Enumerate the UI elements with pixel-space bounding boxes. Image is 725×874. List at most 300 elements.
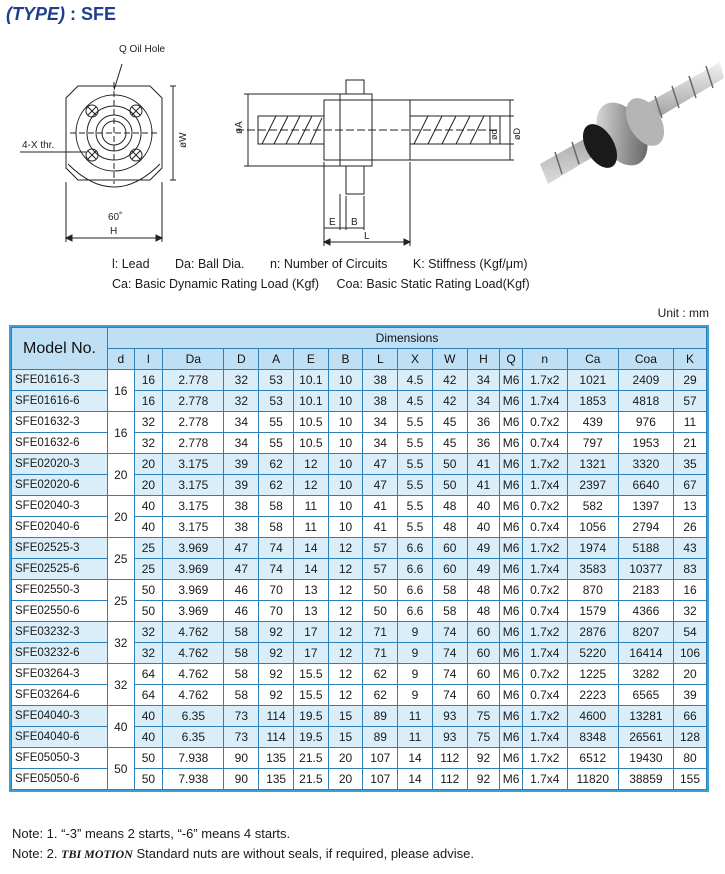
table-cell: 60 bbox=[432, 538, 467, 559]
table-cell: 25 bbox=[134, 559, 163, 580]
table-cell: 50 bbox=[134, 601, 163, 622]
column-header-row bbox=[12, 349, 707, 370]
table-cell: 48 bbox=[467, 580, 500, 601]
table-cell: M6 bbox=[500, 748, 522, 769]
table-cell: 0.7x2 bbox=[522, 496, 567, 517]
table-cell: 73 bbox=[224, 727, 259, 748]
table-cell: 38 bbox=[363, 370, 398, 391]
table-cell: 2.778 bbox=[163, 391, 224, 412]
table-cell: 50 bbox=[432, 475, 467, 496]
table-cell: 32 bbox=[134, 643, 163, 664]
table-cell: 32 bbox=[134, 412, 163, 433]
note-2 bbox=[12, 844, 474, 864]
table-cell: 90 bbox=[224, 748, 259, 769]
table-cell: 19.5 bbox=[293, 706, 328, 727]
table-cell: 34 bbox=[363, 412, 398, 433]
table-cell: 92 bbox=[259, 622, 294, 643]
table-row bbox=[12, 748, 707, 769]
table-cell: 70 bbox=[259, 580, 294, 601]
table-cell: 155 bbox=[673, 769, 706, 790]
model-cell: SFE01632-3 bbox=[12, 412, 108, 433]
a-label: øA bbox=[234, 121, 245, 134]
table-cell: 1.7x2 bbox=[522, 706, 567, 727]
table-cell: 2183 bbox=[618, 580, 673, 601]
table-cell: 20 bbox=[134, 475, 163, 496]
table-cell: 34 bbox=[467, 391, 500, 412]
table-cell: 36 bbox=[467, 412, 500, 433]
table-cell: 16 bbox=[673, 580, 706, 601]
note-2-prefix: Note: 2. bbox=[12, 846, 58, 861]
table-cell: 41 bbox=[467, 475, 500, 496]
legend-lead: l: Lead bbox=[112, 257, 150, 271]
table-cell: 1.7x4 bbox=[522, 769, 567, 790]
table-cell: 45 bbox=[432, 433, 467, 454]
table-cell: 32 bbox=[134, 622, 163, 643]
table-cell: 71 bbox=[363, 622, 398, 643]
table-row bbox=[12, 622, 707, 643]
table-cell: 10 bbox=[328, 433, 363, 454]
table-cell: 10 bbox=[328, 475, 363, 496]
model-cell: SFE02525-3 bbox=[12, 538, 108, 559]
table-cell: 40 bbox=[134, 727, 163, 748]
table-cell: 112 bbox=[432, 769, 467, 790]
table-cell: 114 bbox=[259, 706, 294, 727]
table-cell: M6 bbox=[500, 685, 522, 706]
table-cell: 20 bbox=[328, 769, 363, 790]
table-cell: 10 bbox=[328, 370, 363, 391]
table-cell: 2.778 bbox=[163, 412, 224, 433]
d-cell: 20 bbox=[108, 454, 135, 496]
table-row bbox=[12, 580, 707, 601]
table-cell: 58 bbox=[224, 643, 259, 664]
table-cell: M6 bbox=[500, 454, 522, 475]
table-cell: 71 bbox=[363, 643, 398, 664]
table-cell: 62 bbox=[259, 475, 294, 496]
table-cell: 20 bbox=[134, 454, 163, 475]
column-header-W: W bbox=[432, 349, 467, 370]
table-cell: 74 bbox=[432, 643, 467, 664]
table-cell: 7.938 bbox=[163, 769, 224, 790]
table-cell: 58 bbox=[432, 580, 467, 601]
table-cell: 12 bbox=[328, 559, 363, 580]
table-cell: 39 bbox=[673, 685, 706, 706]
model-cell: SFE04040-6 bbox=[12, 727, 108, 748]
table-cell: 10.5 bbox=[293, 412, 328, 433]
table-row bbox=[12, 496, 707, 517]
table-cell: 20 bbox=[328, 748, 363, 769]
table-cell: 83 bbox=[673, 559, 706, 580]
table-cell: M6 bbox=[500, 664, 522, 685]
table-cell: 60 bbox=[467, 622, 500, 643]
table-cell: 11 bbox=[293, 496, 328, 517]
table-cell: 2409 bbox=[618, 370, 673, 391]
table-cell: 34 bbox=[224, 412, 259, 433]
table-cell: 107 bbox=[363, 748, 398, 769]
table-cell: 3.969 bbox=[163, 601, 224, 622]
column-header-A: A bbox=[259, 349, 294, 370]
table-cell: 16 bbox=[134, 370, 163, 391]
table-cell: 45 bbox=[432, 412, 467, 433]
d-cell: 32 bbox=[108, 664, 135, 706]
table-cell: 57 bbox=[363, 538, 398, 559]
table-cell: 13 bbox=[293, 601, 328, 622]
column-header-L: L bbox=[363, 349, 398, 370]
table-cell: 3.175 bbox=[163, 496, 224, 517]
column-header-d: d bbox=[108, 349, 135, 370]
model-cell: SFE01616-6 bbox=[12, 391, 108, 412]
table-cell: 75 bbox=[467, 727, 500, 748]
table-cell: 13 bbox=[293, 580, 328, 601]
table-cell: 15.5 bbox=[293, 685, 328, 706]
table-cell: 1.7x4 bbox=[522, 559, 567, 580]
d-cell: 25 bbox=[108, 538, 135, 580]
note-2-suffix: Standard nuts are without seals, if required, please advise. bbox=[136, 846, 474, 861]
table-cell: 40 bbox=[134, 517, 163, 538]
table-row bbox=[12, 370, 707, 391]
d-cell: 20 bbox=[108, 496, 135, 538]
model-cell: SFE04040-3 bbox=[12, 706, 108, 727]
table-cell: 11820 bbox=[567, 769, 618, 790]
table-cell: 92 bbox=[259, 643, 294, 664]
legend-line-1 bbox=[112, 257, 550, 271]
column-header-E: E bbox=[293, 349, 328, 370]
model-cell: SFE03232-6 bbox=[12, 643, 108, 664]
table-cell: 106 bbox=[673, 643, 706, 664]
model-cell: SFE02020-6 bbox=[12, 475, 108, 496]
table-cell: 14 bbox=[398, 748, 433, 769]
w-label: øW bbox=[178, 132, 189, 148]
column-header-X: X bbox=[398, 349, 433, 370]
table-cell: 58 bbox=[259, 517, 294, 538]
table-cell: 40 bbox=[467, 496, 500, 517]
model-cell: SFE05050-6 bbox=[12, 769, 108, 790]
table-cell: 36 bbox=[467, 433, 500, 454]
table-cell: 6512 bbox=[567, 748, 618, 769]
table-cell: 60 bbox=[467, 643, 500, 664]
table-cell: 4.762 bbox=[163, 622, 224, 643]
table-cell: 10 bbox=[328, 517, 363, 538]
table-cell: 12 bbox=[328, 664, 363, 685]
table-cell: 58 bbox=[224, 664, 259, 685]
front-view-drawing bbox=[20, 64, 176, 242]
table-cell: 43 bbox=[673, 538, 706, 559]
table-cell: 50 bbox=[363, 601, 398, 622]
table-cell: M6 bbox=[500, 769, 522, 790]
table-cell: 48 bbox=[432, 496, 467, 517]
table-cell: 32 bbox=[224, 370, 259, 391]
table-cell: 3583 bbox=[567, 559, 618, 580]
table-cell: 34 bbox=[467, 370, 500, 391]
table-cell: 47 bbox=[224, 559, 259, 580]
table-cell: 38 bbox=[363, 391, 398, 412]
table-cell: 74 bbox=[259, 559, 294, 580]
table-cell: 10 bbox=[328, 454, 363, 475]
table-cell: 21.5 bbox=[293, 748, 328, 769]
table-cell: 6.6 bbox=[398, 601, 433, 622]
table-cell: 8348 bbox=[567, 727, 618, 748]
table-row bbox=[12, 706, 707, 727]
table-cell: M6 bbox=[500, 559, 522, 580]
table-cell: 1.7x2 bbox=[522, 622, 567, 643]
table-cell: 93 bbox=[432, 727, 467, 748]
column-header-Ca: Ca bbox=[567, 349, 618, 370]
page-title bbox=[6, 4, 116, 25]
table-cell: 135 bbox=[259, 769, 294, 790]
table-cell: 4.762 bbox=[163, 685, 224, 706]
table-cell: 29 bbox=[673, 370, 706, 391]
title-prefix: (TYPE) bbox=[6, 4, 66, 24]
table-cell: 46 bbox=[224, 601, 259, 622]
angle-label: 60˚ bbox=[108, 212, 123, 223]
column-header-B: B bbox=[328, 349, 363, 370]
table-cell: 57 bbox=[673, 391, 706, 412]
table-cell: 2223 bbox=[567, 685, 618, 706]
table-cell: 15 bbox=[328, 727, 363, 748]
table-cell: 1.7x4 bbox=[522, 643, 567, 664]
table-cell: 34 bbox=[224, 433, 259, 454]
table-cell: 58 bbox=[224, 685, 259, 706]
legend-coa: Coa: Basic Static Rating Load(Kgf) bbox=[336, 277, 530, 291]
table-cell: M6 bbox=[500, 433, 522, 454]
table-cell: 4366 bbox=[618, 601, 673, 622]
table-cell: 1.7x2 bbox=[522, 538, 567, 559]
table-cell: M6 bbox=[500, 643, 522, 664]
table-cell: 5.5 bbox=[398, 454, 433, 475]
d-cell: 16 bbox=[108, 370, 135, 412]
table-cell: 1321 bbox=[567, 454, 618, 475]
model-cell: SFE02040-6 bbox=[12, 517, 108, 538]
title-name: SFE bbox=[81, 4, 117, 24]
table-cell: 6640 bbox=[618, 475, 673, 496]
table-cell: 49 bbox=[467, 538, 500, 559]
table-cell: 1579 bbox=[567, 601, 618, 622]
table-row bbox=[12, 412, 707, 433]
table-cell: 0.7x4 bbox=[522, 685, 567, 706]
table-cell: 58 bbox=[259, 496, 294, 517]
table-cell: 50 bbox=[432, 454, 467, 475]
table-cell: 26 bbox=[673, 517, 706, 538]
table-cell: M6 bbox=[500, 601, 522, 622]
table-cell: 11 bbox=[673, 412, 706, 433]
table-cell: M6 bbox=[500, 727, 522, 748]
model-cell: SFE03232-3 bbox=[12, 622, 108, 643]
table-cell: 17 bbox=[293, 622, 328, 643]
table-cell: 14 bbox=[398, 769, 433, 790]
table-cell: 8207 bbox=[618, 622, 673, 643]
table-cell: 70 bbox=[259, 601, 294, 622]
table-cell: 12 bbox=[293, 475, 328, 496]
table-cell: 12 bbox=[328, 622, 363, 643]
model-cell: SFE02525-6 bbox=[12, 559, 108, 580]
table-cell: 41 bbox=[467, 454, 500, 475]
table-cell: 4.762 bbox=[163, 643, 224, 664]
table-cell: 92 bbox=[259, 685, 294, 706]
table-cell: 5220 bbox=[567, 643, 618, 664]
table-cell: 40 bbox=[467, 517, 500, 538]
table-cell: 92 bbox=[467, 748, 500, 769]
table-cell: 4818 bbox=[618, 391, 673, 412]
table-cell: 12 bbox=[293, 454, 328, 475]
specs-table bbox=[11, 327, 707, 790]
product-photo bbox=[540, 62, 724, 184]
table-cell: 92 bbox=[259, 664, 294, 685]
oil-hole-label: Q Oil Hole bbox=[119, 44, 166, 55]
legend-circuits: n: Number of Circuits bbox=[269, 257, 388, 271]
table-cell: 5.5 bbox=[398, 475, 433, 496]
table-cell: 11 bbox=[398, 706, 433, 727]
table-cell: 1.7x4 bbox=[522, 727, 567, 748]
table-cell: 47 bbox=[363, 454, 398, 475]
table-cell: 17 bbox=[293, 643, 328, 664]
table-cell: M6 bbox=[500, 538, 522, 559]
table-cell: 62 bbox=[363, 685, 398, 706]
table-cell: 25 bbox=[134, 538, 163, 559]
table-cell: 107 bbox=[363, 769, 398, 790]
table-cell: 870 bbox=[567, 580, 618, 601]
table-cell: 53 bbox=[259, 391, 294, 412]
table-cell: 64 bbox=[134, 685, 163, 706]
table-cell: 12 bbox=[328, 643, 363, 664]
model-cell: SFE01616-3 bbox=[12, 370, 108, 391]
table-cell: 26561 bbox=[618, 727, 673, 748]
table-cell: 58 bbox=[224, 622, 259, 643]
table-cell: 50 bbox=[363, 580, 398, 601]
table-cell: 64 bbox=[134, 664, 163, 685]
table-cell: 42 bbox=[432, 370, 467, 391]
h-label: H bbox=[110, 226, 118, 237]
table-cell: 19.5 bbox=[293, 727, 328, 748]
table-cell: 42 bbox=[432, 391, 467, 412]
column-header-D-upper: D bbox=[224, 349, 259, 370]
table-cell: 10 bbox=[328, 391, 363, 412]
table-cell: 60 bbox=[467, 664, 500, 685]
table-row bbox=[12, 664, 707, 685]
table-cell: 47 bbox=[363, 475, 398, 496]
table-cell: 55 bbox=[259, 412, 294, 433]
table-cell: 0.7x4 bbox=[522, 601, 567, 622]
legend-stiffness: K: Stiffness (Kgf/μm) bbox=[412, 257, 528, 271]
table-cell: 41 bbox=[363, 517, 398, 538]
table-cell: 12 bbox=[328, 538, 363, 559]
table-cell: 0.7x4 bbox=[522, 433, 567, 454]
table-cell: 582 bbox=[567, 496, 618, 517]
table-cell: 2794 bbox=[618, 517, 673, 538]
column-header-l: l bbox=[134, 349, 163, 370]
table-cell: 7.938 bbox=[163, 748, 224, 769]
unit-label: Unit : mm bbox=[657, 306, 709, 320]
table-cell: 9 bbox=[398, 643, 433, 664]
thread-label: 4-X thr. bbox=[22, 140, 55, 151]
table-cell: 1.7x2 bbox=[522, 748, 567, 769]
model-cell: SFE02550-6 bbox=[12, 601, 108, 622]
model-cell: SFE03264-3 bbox=[12, 664, 108, 685]
table-cell: 1.7x2 bbox=[522, 454, 567, 475]
column-header-n: n bbox=[522, 349, 567, 370]
table-cell: 10 bbox=[328, 496, 363, 517]
table-cell: 6.6 bbox=[398, 559, 433, 580]
table-cell: 80 bbox=[673, 748, 706, 769]
table-cell: 797 bbox=[567, 433, 618, 454]
table-cell: 62 bbox=[259, 454, 294, 475]
table-cell: 1974 bbox=[567, 538, 618, 559]
table-cell: 62 bbox=[363, 664, 398, 685]
table-cell: 90 bbox=[224, 769, 259, 790]
table-cell: M6 bbox=[500, 622, 522, 643]
table-cell: 15 bbox=[328, 706, 363, 727]
table-cell: 9 bbox=[398, 664, 433, 685]
table-cell: 1.7x4 bbox=[522, 475, 567, 496]
table-cell: 39 bbox=[224, 475, 259, 496]
table-cell: 2397 bbox=[567, 475, 618, 496]
technical-drawings bbox=[0, 34, 725, 262]
d-cell: 32 bbox=[108, 622, 135, 664]
table-cell: 19430 bbox=[618, 748, 673, 769]
title-colon: : bbox=[65, 4, 82, 24]
note-1: Note: 1. “-3” means 2 starts, “-6” means 4 starts. bbox=[12, 826, 291, 841]
table-cell: 0.7x2 bbox=[522, 580, 567, 601]
table-cell: 3282 bbox=[618, 664, 673, 685]
table-cell: 74 bbox=[432, 685, 467, 706]
side-view-drawing bbox=[236, 80, 514, 246]
table-cell: 4.762 bbox=[163, 664, 224, 685]
table-cell: 20 bbox=[673, 664, 706, 685]
d-cell: 40 bbox=[108, 706, 135, 748]
legend-ball-dia: Da: Ball Dia. bbox=[175, 257, 245, 271]
legend-line-2 bbox=[112, 277, 544, 291]
table-cell: 58 bbox=[432, 601, 467, 622]
table-cell: 89 bbox=[363, 706, 398, 727]
dimensions-header: Dimensions bbox=[108, 328, 707, 349]
table-cell: 2.778 bbox=[163, 370, 224, 391]
table-cell: 5.5 bbox=[398, 496, 433, 517]
table-cell: 55 bbox=[259, 433, 294, 454]
table-cell: 1.7x2 bbox=[522, 370, 567, 391]
table-cell: M6 bbox=[500, 475, 522, 496]
table-cell: 10.1 bbox=[293, 391, 328, 412]
notes bbox=[12, 824, 474, 864]
table-cell: 4.5 bbox=[398, 370, 433, 391]
table-cell: 74 bbox=[432, 664, 467, 685]
table-cell: 10.5 bbox=[293, 433, 328, 454]
table-cell: 39 bbox=[224, 454, 259, 475]
table-cell: 976 bbox=[618, 412, 673, 433]
table-cell: 12 bbox=[328, 601, 363, 622]
table-cell: 3.175 bbox=[163, 454, 224, 475]
model-cell: SFE02020-3 bbox=[12, 454, 108, 475]
table-cell: 10377 bbox=[618, 559, 673, 580]
column-header-H: H bbox=[467, 349, 500, 370]
table-cell: 112 bbox=[432, 748, 467, 769]
table-cell: 38 bbox=[224, 517, 259, 538]
table-cell: 50 bbox=[134, 769, 163, 790]
table-cell: 0.7x4 bbox=[522, 517, 567, 538]
table-row bbox=[12, 538, 707, 559]
table-cell: 12 bbox=[328, 685, 363, 706]
table-cell: 11 bbox=[293, 517, 328, 538]
b-label: B bbox=[351, 217, 358, 228]
model-header: Model No. bbox=[12, 328, 108, 370]
table-cell: 6.35 bbox=[163, 706, 224, 727]
table-cell: 9 bbox=[398, 622, 433, 643]
table-cell: 0.7x2 bbox=[522, 412, 567, 433]
table-cell: 40 bbox=[134, 706, 163, 727]
table-cell: 14 bbox=[293, 538, 328, 559]
table-cell: 60 bbox=[432, 559, 467, 580]
table-cell: M6 bbox=[500, 580, 522, 601]
table-cell: 66 bbox=[673, 706, 706, 727]
table-cell: 49 bbox=[467, 559, 500, 580]
table-cell: 75 bbox=[467, 706, 500, 727]
